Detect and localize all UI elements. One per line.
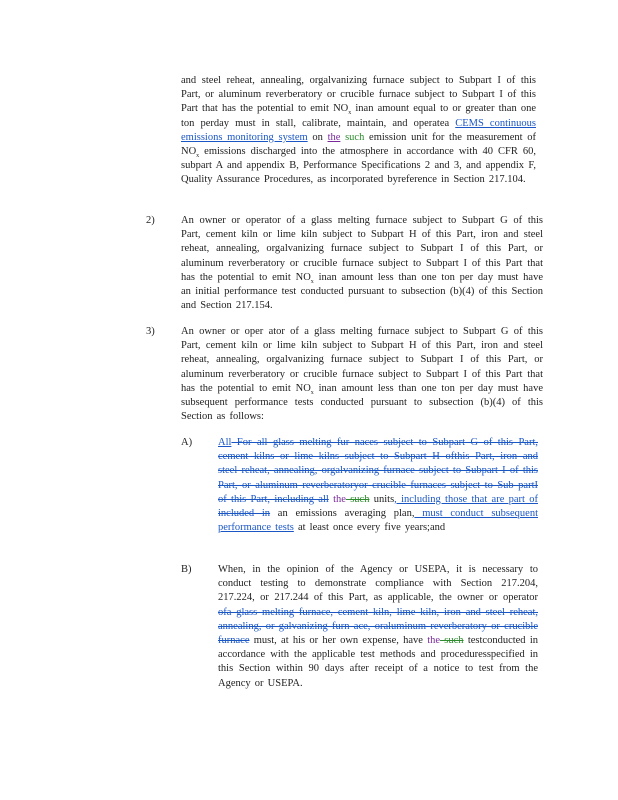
- deleted-text: such: [340, 131, 365, 143]
- deleted-text: included in: [218, 508, 271, 520]
- item-label: B): [181, 564, 192, 575]
- paragraph-number: 3): [146, 326, 155, 337]
- inserted-text: the: [333, 493, 346, 505]
- paragraph-3: An owner or oper ator of a glass melting furnace subject to Subpart G of this Part, cement kiln or lime kiln subject to Subpart H of this Part, iron and steel reheat, annealing, orgalvanizing furnace subject to Subpart I of this Part, or aluminum reverberatory or crucible furnace subject to Subpart I of this Part that has the potential to emit $NO_x$ inan amount less than one ton per day must have subsequent performance tests conducted pursuant to subsection (b)(4) of this Section as follows:: [181, 326, 543, 423]
- item-label: A): [181, 437, 193, 448]
- item-b: When, in the opinion of the Agency or USEPA, it is necessary to conduct testing to demonstrate compliance with Section 217.204, 217.224, or 217.244 of this Part, as applicable, the owner or operator ofa glass melting furnace, cement kiln, lime kiln, iron and steel reheat, annealing, or galvanizing furn ace, oraluminum reverberatory or crucible furnace must, at his or her own expense, have the such testconducted in accordance with the applicable test methods and proceduresspecified in this Section within 90 days after receipt of a notice to test from the Agency or USEPA.: [218, 564, 538, 689]
- deleted-text: such: [345, 493, 370, 505]
- inserted-text: the: [427, 635, 441, 647]
- paragraph-number: 2): [146, 215, 155, 226]
- paragraph-1-continued: and steel reheat, annealing, orgalvanizing furnace subject to Subpart I of this Part, or aluminum reverberatory or crucible furnace subject to Subpart I of this Part that has the potential to emit $NO_x$ inan amount equal to or greater than one ton perday must in stall, calibrate, maintain, and operatea CEMS continuous emissions monitoring system on the such emission unit for the measurement of $NO_x$ emissions discharged into the atmosphere in accordance with 40 CFR 60, subpart A and appendix B, Performance Specifications 2 and 3, and appendix F, Quality Assurance Procedures, as incorporated byreference in Section 217.104.: [181, 75, 536, 186]
- inserted-text: the: [327, 131, 341, 143]
- inserted-text: must conduct subsequent performance tests: [218, 508, 538, 534]
- paragraph-2: An owner or operator of a glass melting furnace subject to Subpart G of this Part, cement kiln or lime kiln subject to Subpart H of this Part, iron and steel reheat, annealing, orgalvanizing furnace subject to Subpart I of this Part, or aluminum reverberatory or crucible furnace subject to Subpart I of this Part that has the potential to emit $NO_x$ inan amount less than one ton per day must have an initial performance test conducted pursuant to subsection (b)(4) of this Section and Section 217.154.: [181, 215, 543, 312]
- item-a: All For all glass melting fur naces subject to Subpart G of this Part, cement kilns or lime kilns subject to Subpart H ofthis Part, iron and steel reheat, annealing, orgalvanizing furnace subject to Subpart I of this Part, or aluminum reverberatoryor crucible furnaces subject to Sub partI of this Part, including all the such units, including those that are part of included in an emissions averaging plan, must conduct subsequent performance tests at least once every five years;and: [218, 437, 539, 534]
- inserted-text: , including those that are part of: [394, 493, 539, 505]
- deleted-text: ofa glass melting furnace, cement kiln, lime kiln, iron and steel reheat, annealing, or galvanizing furn ace, oraluminum reverberatory or crucible furnace: [218, 606, 538, 647]
- inserted-text: CEMS continuous emissions monitoring system: [181, 117, 536, 143]
- deleted-text: For all glass melting fur naces subject to Subpart G of this Part, cement kilns or lime kilns subject to Subpart H ofthis Part, iron and steel reheat, annealing, orgalvanizing furnace subject to Subpart I of this Part, or aluminum reverberatoryor crucible furnaces subject to Sub partI of this Part, including all: [218, 437, 538, 505]
- deleted-text: such: [440, 635, 464, 647]
- inserted-text: All: [218, 437, 232, 448]
